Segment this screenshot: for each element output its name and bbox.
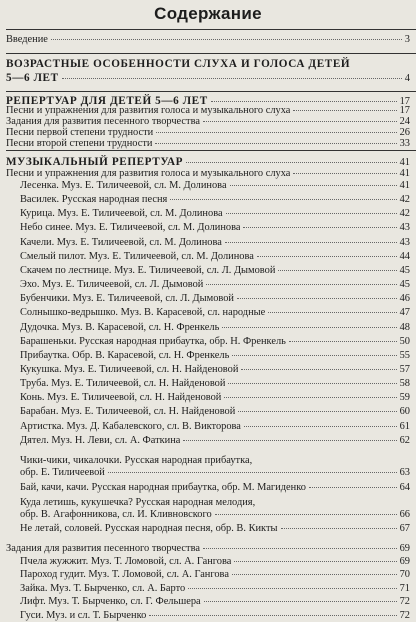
entry-label: Чики-чики, чикалочки. Русская народная прибаутка,: [20, 455, 253, 466]
toc-entry[interactable]: [6, 556, 410, 568]
dot-leader: [257, 256, 397, 257]
toc-entry-intro[interactable]: [6, 34, 410, 46]
entry-label: Песни и упражнения для развития голоса и музыкального слуха: [6, 105, 291, 116]
dot-leader: [268, 312, 396, 313]
entry-label: Василек. Русская народная песня: [20, 194, 168, 206]
entry-label: Зайка. Муз. Т. Бырченко, сл. А. Барто: [20, 582, 186, 594]
dot-leader: [156, 132, 396, 133]
toc-entry-chiki-line1[interactable]: [6, 455, 410, 467]
entry-label: Труба. Муз. Е. Тиличеевой, сл. Н. Найденовой: [20, 378, 226, 390]
toc-entry[interactable]: [6, 336, 410, 348]
dot-leader: [243, 227, 396, 228]
entry-page: 42: [399, 194, 410, 206]
section-title-cont: 5—6 ЛЕТ: [6, 72, 59, 84]
rule-section1: [6, 91, 416, 92]
toc-entry-group[interactable]: [6, 543, 410, 555]
dot-leader: [226, 213, 397, 214]
entry-label: Куда летишь, кукушечка? Русская народная мелодия,: [20, 497, 256, 508]
dot-leader: [183, 440, 396, 441]
entry-page: 57: [399, 363, 410, 375]
toc-entry[interactable]: [6, 378, 410, 390]
rule-intro: [6, 53, 416, 54]
toc-entry[interactable]: [6, 251, 410, 263]
dot-leader: [241, 369, 396, 370]
entry-page: 66: [399, 509, 410, 520]
entry-page: 50: [399, 335, 410, 347]
dot-leader: [149, 615, 396, 616]
dot-leader: [232, 574, 397, 575]
toc-entry[interactable]: [6, 322, 410, 334]
entry-label: Пчела жужжит. Муз. Т. Ломовой, сл. А. Гангова: [20, 556, 232, 567]
section-title: ВОЗРАСТНЫЕ ОСОБЕННОСТИ СЛУХА И ГОЛОСА ДЕТЕЙ: [6, 58, 351, 70]
entry-label: Песни и упражнения для развития голоса и музыкального слуха: [6, 168, 291, 179]
toc-entry[interactable]: [6, 421, 410, 433]
entry-page: 44: [399, 250, 410, 262]
entry-label: Задания для развития песенного творчества: [6, 116, 200, 127]
entry-label: Лифт. Муз. Т. Бырченко, сл. Г. Фельшера: [20, 596, 201, 608]
toc-entry-kuda-line2[interactable]: [6, 509, 410, 521]
entry-page: 46: [399, 293, 410, 305]
entry-label: Задания для развития песенного творчества: [6, 543, 200, 554]
entry-label: Пароход гудит. Муз. Т. Ломовой, сл. А. Гангова: [20, 569, 229, 581]
section-page: 4: [404, 73, 410, 84]
toc-entry[interactable]: [6, 435, 410, 447]
section-page: 17: [399, 96, 410, 107]
toc-entry[interactable]: [6, 180, 410, 192]
dot-leader: [309, 487, 397, 488]
entry-page: 58: [399, 378, 410, 390]
dot-leader: [293, 110, 396, 111]
dot-leader: [203, 121, 397, 122]
toc-entry[interactable]: [6, 222, 410, 234]
entry-label: Бай, качи, качи. Русская народная прибаутка, обр. М. Магиденко: [20, 482, 306, 493]
entry-page: 48: [399, 321, 410, 333]
entry-page: 3: [404, 34, 410, 45]
dot-leader: [211, 101, 397, 102]
dot-leader: [232, 355, 396, 356]
toc-entry-group[interactable]: [6, 168, 410, 180]
section1-heading-line2[interactable]: [6, 72, 410, 84]
dot-leader: [222, 327, 396, 328]
dot-leader: [237, 298, 397, 299]
toc-entry[interactable]: [6, 293, 410, 305]
toc-entry[interactable]: [6, 610, 410, 622]
section3-heading[interactable]: [6, 156, 410, 168]
entry-label: Песни второй степени трудности: [6, 138, 153, 149]
dot-leader: [293, 173, 396, 174]
entry-page: 71: [399, 582, 410, 594]
entry-page: 70: [399, 569, 410, 581]
entry-page: 55: [399, 349, 410, 361]
toc-entry[interactable]: [6, 364, 410, 376]
entry-page: 72: [399, 596, 410, 608]
toc-entry[interactable]: [6, 138, 410, 150]
entry-page: 17: [399, 105, 410, 116]
toc-entry[interactable]: [6, 392, 410, 404]
dot-leader: [188, 588, 396, 589]
page-title: Содержание: [154, 4, 262, 23]
dot-leader: [244, 426, 397, 427]
dot-leader: [230, 185, 397, 186]
rule-section2: [6, 150, 416, 151]
entry-label: Конь. Муз. Е. Тиличеевой, сл. Н. Найденовой: [20, 392, 222, 404]
entry-label: Песни первой степени трудности: [6, 127, 154, 138]
dot-leader: [289, 341, 397, 342]
dot-leader: [224, 397, 396, 398]
dot-leader: [281, 528, 397, 529]
entry-page: 59: [399, 392, 410, 404]
entry-label: Гуси. Муз. и сл. Т. Бырченко: [20, 609, 147, 621]
dot-leader: [155, 143, 396, 144]
entry-label: Не летай, соловей. Русская народная песня, обр. В. Кикты: [20, 523, 278, 534]
section-title: РЕПЕРТУАР ДЛЯ ДЕТЕЙ 5—6 ЛЕТ: [6, 95, 208, 107]
entry-label: Курица. Муз. Е. Тиличеевой, сл. М. Долинова: [20, 208, 223, 220]
entry-label: Качели. Муз. Е. Тиличеевой, сл. М. Долинова: [20, 236, 222, 248]
entry-label: Дудочка. Муз. В. Карасевой, сл. Н. Френкель: [20, 321, 220, 333]
entry-label: Прибаутка. Обр. В. Карасевой, сл. Н. Френкель: [20, 349, 230, 361]
toc-entry-kuda-line1[interactable]: [6, 497, 410, 509]
toc-entry[interactable]: [6, 279, 410, 291]
entry-label: Кукушка. Муз. Е. Тиличеевой, сл. Н. Найденовой: [20, 363, 239, 375]
dot-leader: [51, 39, 402, 40]
dot-leader: [170, 199, 396, 200]
entry-label: Скачем по лестнице. Муз. Е. Тиличеевой, сл. Л. Дымовой: [20, 264, 276, 276]
toc-entry[interactable]: [6, 523, 410, 535]
dot-leader: [186, 162, 397, 163]
toc-entry[interactable]: [6, 194, 410, 206]
toc-entry[interactable]: [6, 596, 410, 608]
entry-label: Артистка. Муз. Д. Кабалевского, сл. В. Викторова: [20, 420, 241, 432]
entry-page: 69: [399, 543, 410, 554]
toc-entry[interactable]: [6, 237, 410, 249]
toc-entry[interactable]: [6, 583, 410, 595]
toc-entry[interactable]: [6, 406, 410, 418]
entry-label: Барашеньки. Русская народная прибаутка, обр. Н. Френкель: [20, 335, 286, 347]
entry-label: Солнышко-ведрышко. Муз. В. Карасевой, сл. народные: [20, 307, 266, 319]
entry-page: 60: [399, 406, 410, 418]
entry-label-cont: обр. В. Агафонникова, сл. И. Кливновского: [20, 509, 212, 520]
dot-leader: [215, 514, 397, 515]
entry-label: Смелый пилот. Муз. Е. Тиличеевой, сл. М. Долинова: [20, 250, 254, 262]
entry-page: 67: [399, 523, 410, 534]
toc-entry[interactable]: [6, 208, 410, 220]
toc-entry[interactable]: [6, 265, 410, 277]
entry-label: Бубенчики. Муз. Е. Тиличеевой, сл. Л. Дымовой: [20, 293, 234, 305]
toc-entry[interactable]: [6, 569, 410, 581]
dot-leader: [204, 601, 397, 602]
entry-label: Дятел. Муз. Н. Леви, сл. А. Фаткина: [20, 434, 181, 446]
entry-page: 43: [399, 236, 410, 248]
dot-leader: [203, 548, 397, 549]
dot-leader: [108, 472, 397, 473]
dot-leader: [228, 383, 396, 384]
entry-label-cont: обр. Е. Тиличеевой: [20, 467, 105, 478]
dot-leader: [225, 242, 397, 243]
toc-entry[interactable]: [6, 482, 410, 494]
dot-leader: [234, 561, 396, 562]
entry-page: 42: [399, 208, 410, 220]
entry-page: 45: [399, 279, 410, 291]
toc-entry-chiki-line2[interactable]: [6, 467, 410, 479]
entry-page: 62: [399, 434, 410, 446]
entry-label: Барабан. Муз. Е. Тиличеевой, сл. Н. Найденовой: [20, 406, 236, 418]
entry-page: 24: [399, 116, 410, 127]
dot-leader: [238, 411, 396, 412]
entry-page: 69: [399, 556, 410, 567]
entry-label: Эхо. Муз. Е. Тиличеевой, сл. Л. Дымовой: [20, 279, 204, 291]
entry-page: 47: [399, 307, 410, 319]
section-title: МУЗЫКАЛЬНЫЙ РЕПЕРТУАР: [6, 156, 184, 168]
rule-top: [6, 29, 416, 30]
section1-heading-line1[interactable]: [6, 58, 410, 70]
entry-page: 26: [399, 127, 410, 138]
entry-page: 43: [399, 222, 410, 234]
entry-label: Введение: [6, 34, 48, 45]
entry-page: 61: [399, 420, 410, 432]
entry-page: 33: [399, 138, 410, 149]
entry-label: Лесенка. Муз. Е. Тиличеевой, сл. М. Долинова: [20, 180, 227, 191]
entry-label: Небо синее. Муз. Е. Тиличеевой, сл. М. Долинова: [20, 222, 241, 234]
dot-leader: [278, 270, 396, 271]
entry-page: 72: [399, 609, 410, 621]
entry-page: 45: [399, 264, 410, 276]
toc-entry[interactable]: [6, 307, 410, 319]
dot-leader: [62, 78, 402, 79]
entry-page: 41: [399, 180, 410, 191]
toc-entry[interactable]: [6, 350, 410, 362]
section-page: 41: [399, 157, 410, 168]
entry-page: 64: [399, 482, 410, 493]
dot-leader: [206, 284, 396, 285]
entry-page: 41: [399, 168, 410, 179]
entry-page: 63: [399, 467, 410, 478]
